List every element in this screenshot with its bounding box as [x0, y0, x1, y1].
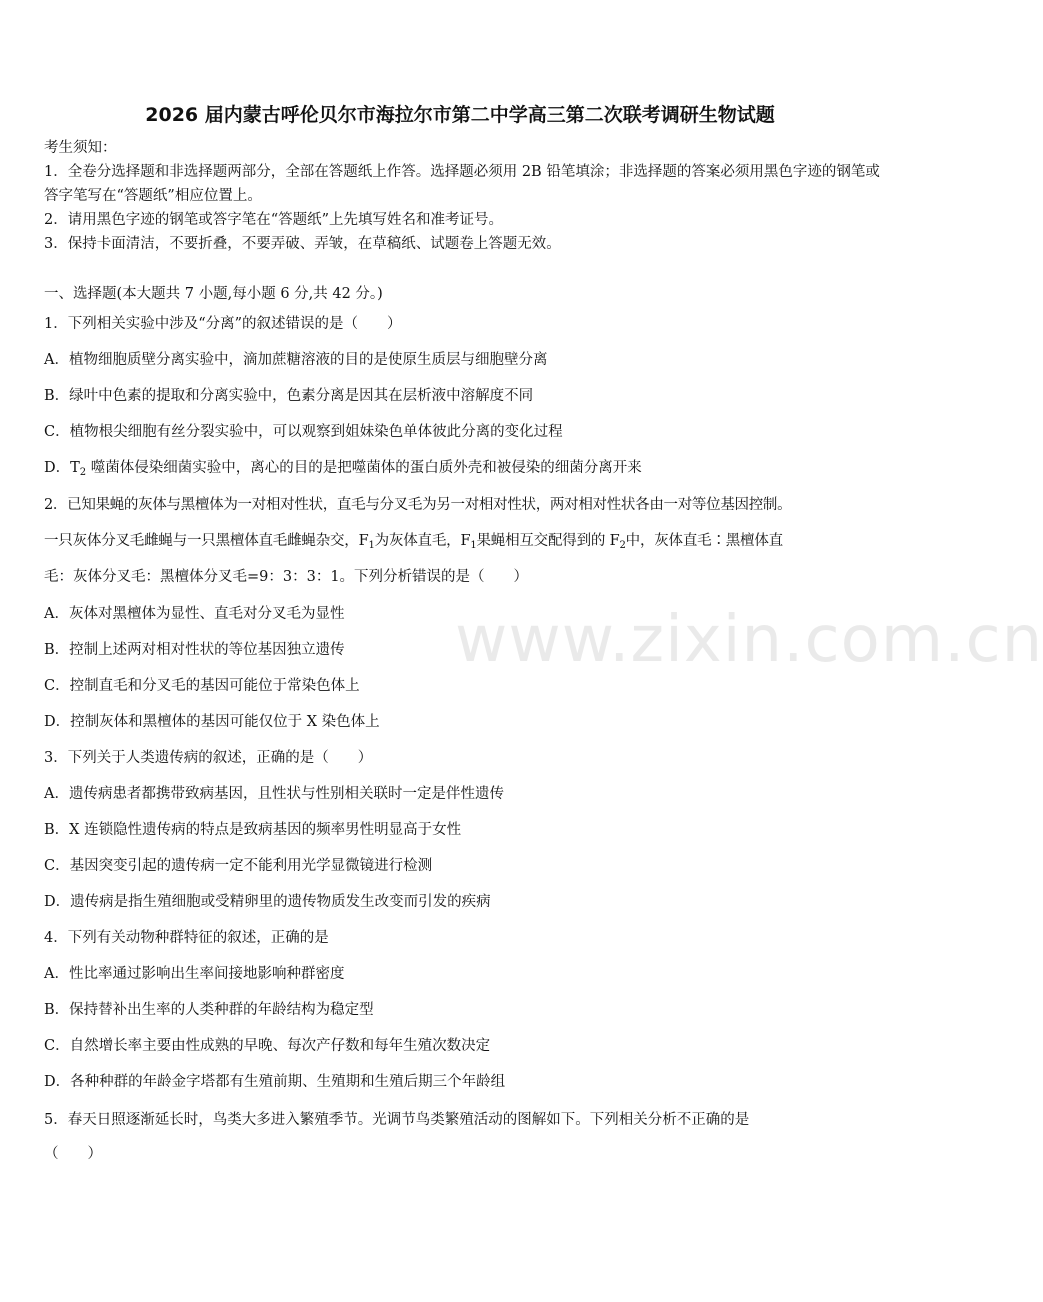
text-segment: 中，灰体直毛∶黑檀体直: [625, 533, 783, 549]
question-2-option-a: A．灰体对黑檀体为显性、直毛对分叉毛为显性: [44, 606, 345, 622]
question-3-option-a: A．遗传病患者都携带致病基因，且性状与性别相关联时一定是伴性遗传: [44, 786, 504, 802]
question-4-stem: 4．下列有关动物种群特征的叙述，正确的是: [44, 930, 329, 946]
question-2-line-2: [44, 529, 884, 551]
subscript: 2: [79, 467, 87, 478]
question-2-line-1: 2．已知果蝇的灰体与黑檀体为一对相对性状，直毛与分叉毛为另一对相对性状，两对相对性状各由一对等位基因控制。: [44, 497, 792, 513]
question-3-option-d: D．遗传病是指生殖细胞或受精卵里的遗传物质发生改变而引发的疾病: [44, 894, 491, 910]
question-4-option-d: D．各种种群的年龄金字塔都有生殖前期、生殖期和生殖后期三个年龄组: [44, 1074, 506, 1090]
text-segment: 一只灰体分叉毛雌蝇与一只黑檀体直毛雌蝇杂交，F: [44, 533, 369, 549]
question-5-answer-paren: （ ）: [44, 1146, 102, 1162]
question-2-option-b: B．控制上述两对相对性状的等位基因独立遗传: [44, 642, 345, 658]
subscript: 1: [368, 540, 375, 551]
notice-item-1: 1．全卷分选择题和非选择题两部分，全部在答题纸上作答。选择题必须用 2B 铅笔填涂；非选择题的答案必须用黑色字迹的钢笔或答字笔写在“答题纸”相应位置上。: [44, 164, 880, 204]
page-title: 2026 届内蒙古呼伦贝尔市海拉尔市第二中学高三第二次联考调研生物试题: [145, 104, 775, 126]
text-segment: 果蝇相互交配得到的 F: [476, 533, 620, 549]
section-heading: 一、选择题(本大题共 7 小题,每小题 6 分,共 42 分。): [44, 286, 383, 302]
question-3-option-b: B．X 连锁隐性遗传病的特点是致病基因的频率男性明显高于女性: [44, 822, 462, 838]
question-1-option-b: B．绿叶中色素的提取和分离实验中，色素分离是因其在层析液中溶解度不同: [44, 388, 534, 404]
option-d-text: 噬菌体侵染细菌实验中，离心的目的是把噬菌体的蛋白质外壳和被侵染的细菌分离开来: [86, 460, 642, 476]
notice-item-2: 2．请用黑色字迹的钢笔或答字笔在“答题纸”上先填写姓名和准考证号。: [44, 212, 504, 228]
question-3-option-c: C．基因突变引起的遗传病一定不能利用光学显微镜进行检测: [44, 858, 433, 874]
question-1-stem: 1．下列相关实验中涉及“分离”的叙述错误的是（ ）: [44, 316, 402, 332]
watermark: www.zixin.com.cn: [455, 603, 1043, 677]
question-3-stem: 3．下列关于人类遗传病的叙述，正确的是（ ）: [44, 750, 373, 766]
text-segment: 为灰体直毛，F: [374, 533, 471, 549]
question-1-option-a: A．植物细胞质壁分离实验中，滴加蔗糖溶液的目的是使原生质层与细胞壁分离: [44, 352, 548, 368]
question-2-option-c: C．控制直毛和分叉毛的基因可能位于常染色体上: [44, 678, 360, 694]
question-2-option-d: D．控制灰体和黑檀体的基因可能仅位于 X 染色体上: [44, 714, 380, 730]
question-2-line-3: 毛：灰体分叉毛：黑檀体分叉毛=9：3：3：1。下列分析错误的是（ ）: [44, 569, 529, 585]
question-4-option-a: A．性比率通过影响出生率间接地影响种群密度: [44, 966, 345, 982]
question-1-option-d: [44, 456, 884, 478]
question-5-stem: 5．春天日照逐渐延长时，鸟类大多进入繁殖季节。光调节鸟类繁殖活动的图解如下。下列相关分析不正确的是: [44, 1112, 750, 1128]
notice-heading: 考生须知：: [44, 140, 117, 156]
question-1-option-c: C．植物根尖细胞有丝分裂实验中，可以观察到姐妹染色单体彼此分离的变化过程: [44, 424, 563, 440]
notice-item-3: 3．保持卡面清洁，不要折叠，不要弄破、弄皱，在草稿纸、试题卷上答题无效。: [44, 236, 561, 252]
option-d-prefix: D．T: [44, 460, 80, 476]
subscript: 2: [619, 540, 626, 551]
subscript: 1: [470, 540, 477, 551]
question-4-option-c: C．自然增长率主要由性成熟的早晚、每次产仔数和每年生殖次数决定: [44, 1038, 491, 1054]
question-4-option-b: B．保持替补出生率的人类种群的年龄结构为稳定型: [44, 1002, 374, 1018]
